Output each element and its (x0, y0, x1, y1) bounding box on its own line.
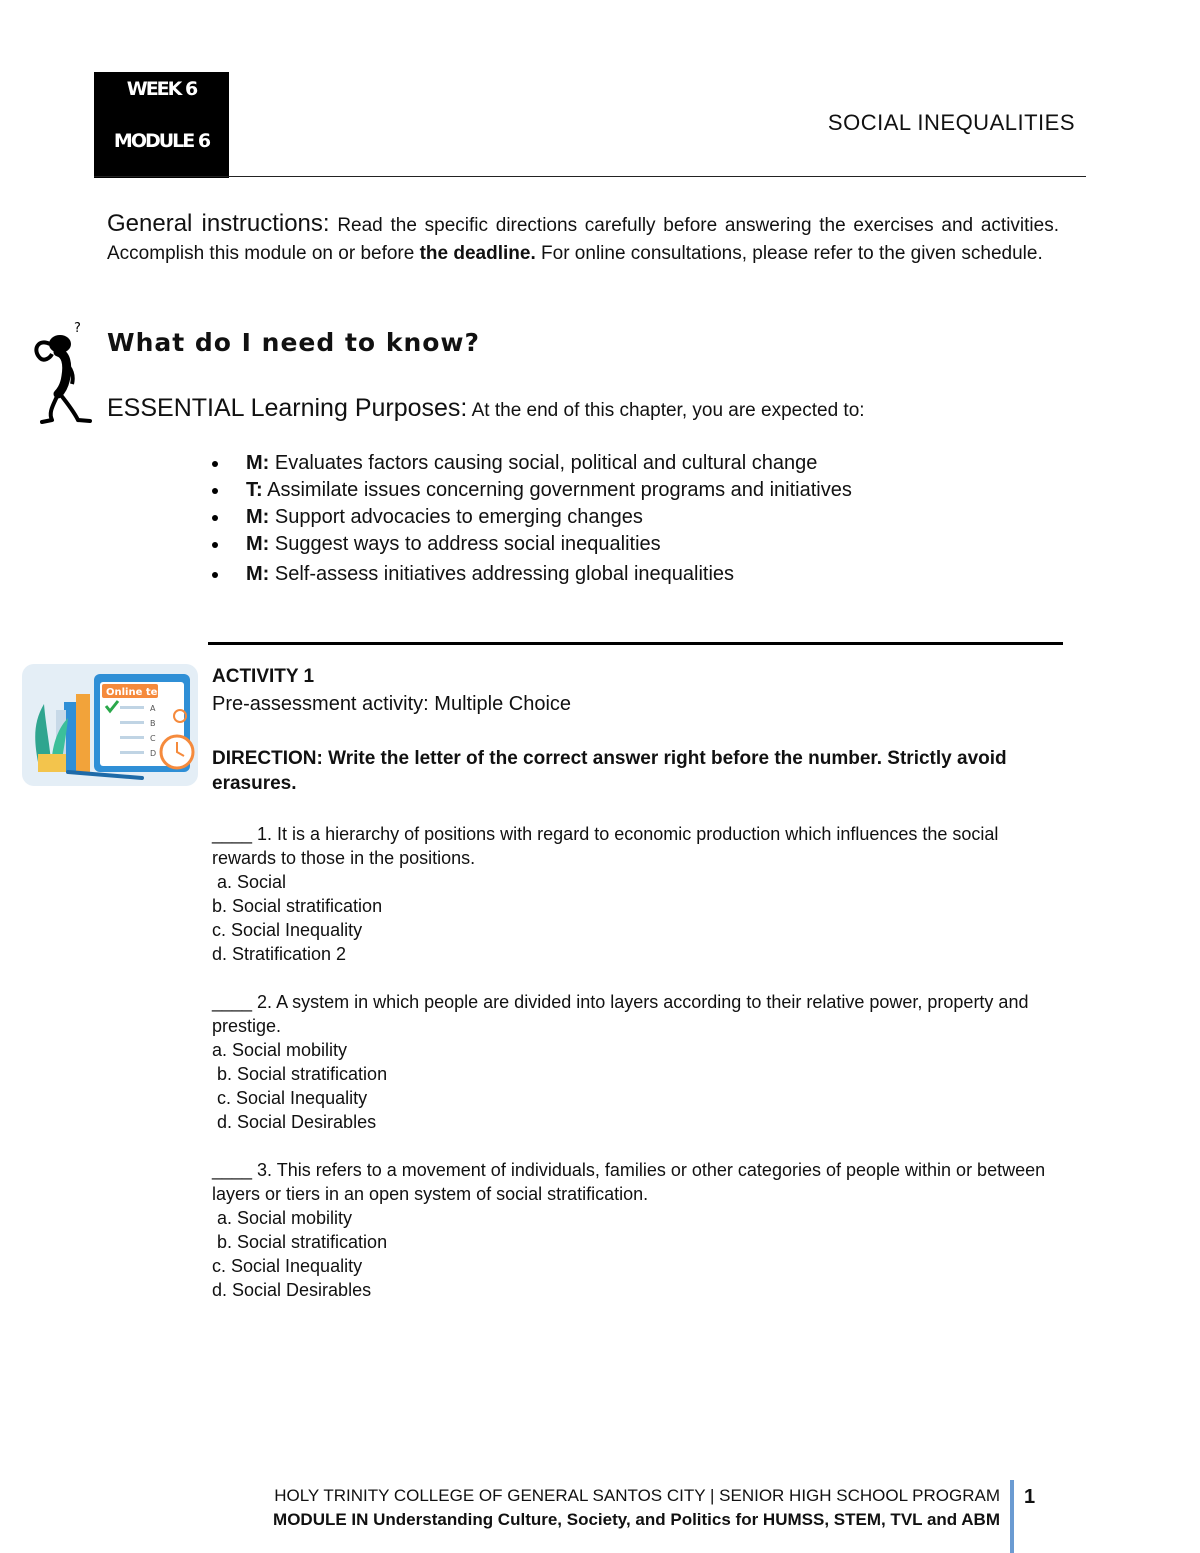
online-test-illustration-icon (22, 664, 198, 786)
page-title: SOCIAL INEQUALITIES (827, 110, 1075, 135)
week-label: WEEK 6 (126, 78, 197, 100)
outcome-text: Evaluates factors causing social, political and cultural change (269, 452, 818, 474)
choice: d. Social Desirables (212, 1112, 377, 1132)
essential-lead: ESSENTIAL Learning Purposes: (107, 394, 468, 422)
choice: c. Social Inequality (212, 1088, 368, 1108)
choice: b. Social stratification (212, 1064, 388, 1084)
question-stem: ____ 1. It is a hierarchy of positions with regard to economic production which influences the social rewards to those in the positions. (212, 824, 999, 868)
choice: b. Social stratification (212, 896, 383, 916)
question-3 (212, 1158, 1062, 1302)
outcome-tag: M: (246, 452, 270, 474)
illustration-label: Online test (106, 687, 169, 698)
question-2 (212, 990, 1062, 1134)
list-item (212, 531, 852, 558)
choice: a. Social mobility (212, 1040, 348, 1060)
essential-text: At the end of this chapter, you are expected to: (467, 400, 865, 421)
footer-institution: HOLY TRINITY COLLEGE OF GENERAL SANTOS CITY | SENIOR HIGH SCHOOL PROGRAM (274, 1486, 1000, 1505)
question-stem: ____ 2. A system in which people are divided into layers according to their relative power, property and prestige. (212, 992, 1029, 1036)
list-item (212, 561, 852, 588)
list-item (212, 504, 852, 531)
activity-subtitle: Pre-assessment activity: Multiple Choice (212, 693, 572, 715)
option-label: C (150, 734, 156, 743)
question-1 (212, 822, 1062, 966)
option-label: B (150, 719, 156, 728)
instructions-lead: General instructions: (107, 210, 330, 237)
svg-text:?: ? (74, 321, 81, 336)
choice: a. Social (212, 872, 287, 892)
outcome-tag: M: (246, 506, 270, 528)
instructions-deadline: the deadline. (419, 243, 536, 264)
outcome-tag: T: (246, 479, 263, 501)
choice: c. Social Inequality (212, 1256, 363, 1276)
activity-title: ACTIVITY 1 (212, 666, 315, 687)
outcome-text: Suggest ways to address social inequalities (269, 533, 661, 555)
module-label: MODULE 6 (113, 130, 210, 152)
footer (273, 1484, 1000, 1532)
choice: d. Social Desirables (212, 1280, 372, 1300)
week-module-box (94, 72, 229, 178)
page-number: 1 (1024, 1486, 1036, 1508)
outcome-tag: M: (246, 533, 270, 555)
section-divider (208, 642, 1063, 645)
footer-module: MODULE IN Understanding Culture, Society, and Politics for HUMSS, STEM, TVL and ABM (273, 1510, 1000, 1529)
choice: a. Social mobility (212, 1208, 353, 1228)
option-label: A (150, 704, 156, 713)
essential-learning (107, 394, 865, 423)
general-instructions (107, 210, 1059, 268)
outcome-text: Self-assess initiatives addressing global inequalities (269, 563, 735, 585)
question-stem: ____ 3. This refers to a movement of individuals, families or other categories of people within or between layers or tiers in an open system of social stratification. (212, 1160, 1046, 1204)
activity-direction: DIRECTION: Write the letter of the correct answer right before the number. Strictly avoid erasures. (212, 748, 1007, 794)
instructions-text: Read the specific directions carefully before answering the exercises and activities. Accomplish this module on or before (107, 215, 1060, 264)
footer-divider (1010, 1480, 1014, 1553)
choice: d. Stratification 2 (212, 944, 347, 964)
choice: c. Social Inequality (212, 920, 363, 940)
section-heading: What do I need to know? (107, 328, 481, 357)
instructions-text-2: For online consultations, please refer to the given schedule. (535, 243, 1043, 264)
learning-outcomes-list (212, 450, 852, 588)
header-divider (94, 176, 1086, 177)
choice: b. Social stratification (212, 1232, 388, 1252)
option-label: D (150, 749, 157, 758)
outcome-tag: M: (246, 563, 270, 585)
outcome-text: Assimilate issues concerning government programs and initiatives (262, 479, 852, 501)
thinking-figure-icon (28, 318, 98, 426)
list-item (212, 450, 852, 477)
list-item (212, 477, 852, 504)
outcome-text: Support advocacies to emerging changes (269, 506, 643, 528)
